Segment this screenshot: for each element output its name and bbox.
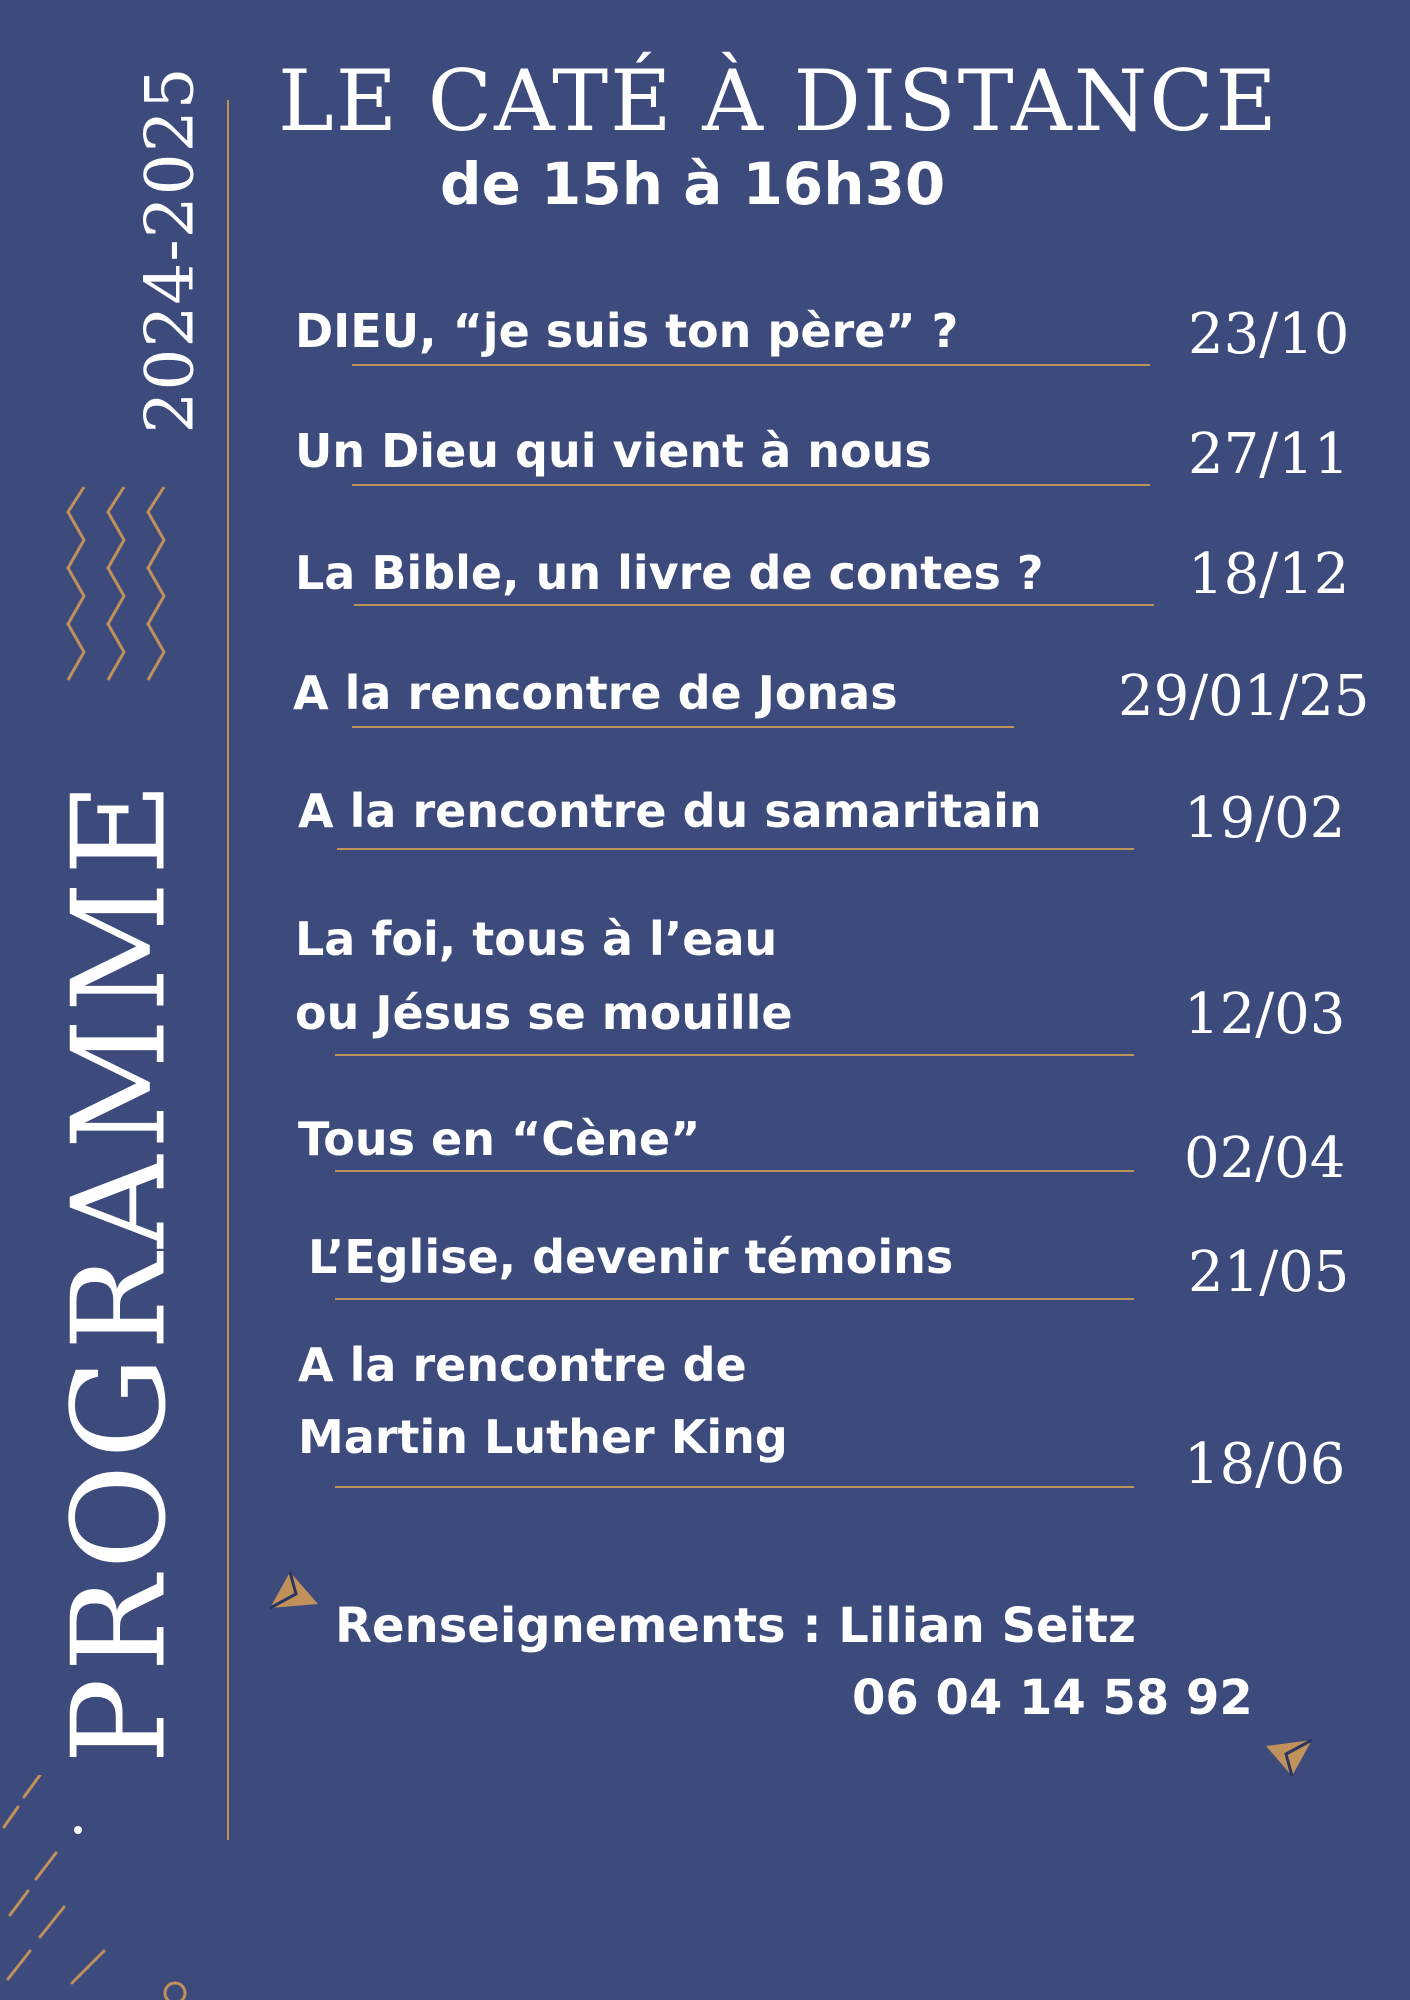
schedule-time: de 15h à 16h30 — [440, 150, 946, 218]
year-label: 2024-2025 — [131, 66, 209, 434]
session-underline — [352, 726, 1014, 728]
paper-plane-icon — [268, 1568, 322, 1612]
dashed-lines-decoration-icon — [0, 1775, 200, 2000]
session-title-line2: Martin Luther King — [298, 1410, 788, 1464]
session-date: 18/06 — [1184, 1432, 1346, 1497]
session-underline — [335, 1054, 1134, 1056]
session-date: 23/10 — [1188, 302, 1350, 367]
session-underline — [352, 364, 1150, 366]
session-underline — [335, 1298, 1134, 1300]
session-title: Un Dieu qui vient à nous — [295, 424, 932, 478]
session-underline — [335, 1486, 1134, 1488]
contact-phone: 06 04 14 58 92 — [852, 1670, 1253, 1726]
vertical-divider — [227, 100, 229, 1840]
session-title: A la rencontre du samaritain — [298, 784, 1042, 838]
session-date: 12/03 — [1184, 982, 1346, 1047]
session-title: A la rencontre de — [298, 1338, 747, 1392]
page-title: LE CATÉ À DISTANCE — [278, 52, 1279, 150]
session-title: Tous en “Cène” — [298, 1112, 701, 1166]
session-date: 19/02 — [1184, 786, 1346, 851]
session-title-line2: ou Jésus se mouille — [295, 986, 793, 1040]
session-title: La foi, tous à l’eau — [295, 912, 778, 966]
session-title: DIEU, “je suis ton père” ? — [295, 304, 959, 358]
session-underline — [352, 484, 1150, 486]
contact-label: Renseignements : Lilian Seitz — [335, 1598, 1136, 1654]
zigzag-decoration-icon — [62, 482, 182, 692]
session-date: 27/11 — [1188, 422, 1350, 487]
small-circle-icon — [160, 1978, 190, 2000]
session-underline — [335, 1170, 1134, 1172]
session-underline — [337, 848, 1134, 850]
programme-label: PROGRAMME — [45, 775, 195, 1765]
session-title: A la rencontre de Jonas — [293, 666, 898, 720]
paper-plane-icon — [1264, 1738, 1316, 1780]
session-underline — [354, 604, 1154, 606]
session-date: 18/12 — [1188, 542, 1350, 607]
session-date: 02/04 — [1184, 1126, 1346, 1191]
session-title: L’Eglise, devenir témoins — [308, 1230, 954, 1284]
session-date: 29/01/25 — [1118, 664, 1370, 729]
session-date: 21/05 — [1188, 1240, 1350, 1305]
session-title: La Bible, un livre de contes ? — [295, 546, 1044, 600]
